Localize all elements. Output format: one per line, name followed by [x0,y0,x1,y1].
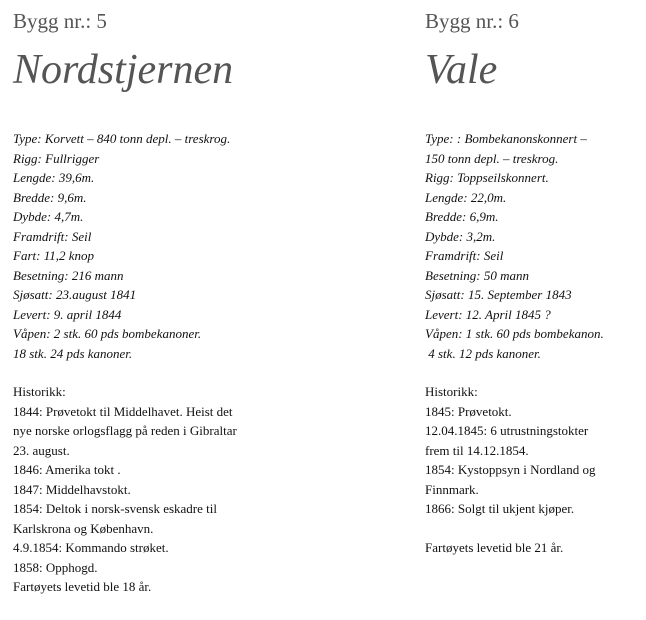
history-line: 4.9.1854: Kommando strøket. [13,540,169,555]
history-heading: Historikk: [13,384,66,399]
spec-besetning: Besetning: 50 mann [425,267,529,283]
history-line: 1846: Amerika tokt . [13,462,121,477]
spec-framdrift: Framdrift: Seil [13,228,92,244]
spec-type: Type: Korvett – 840 tonn depl. – treskrog. [13,131,231,146]
spec-rigg: Rigg: Fullrigger [13,150,100,166]
spec-dybde: Dybde: 4,7m. [13,209,84,224]
spec-lengde: Lengde: 22,0m. [425,189,507,205]
specifications [13,129,230,363]
spec-levert: Levert: 9. april 1844 [13,306,122,322]
history-line: Finnmark. [425,481,479,497]
spec-type: Type: : Bombekanonskonnert – [425,131,587,146]
history [13,382,237,597]
spec-type-cont: 150 tonn depl. – treskrog. [425,150,559,166]
history-line: 1854: Deltok i norsk-svensk eskadre til [13,501,217,516]
build-number: Bygg nr.: 6 [425,9,519,33]
spec-vapen: Våpen: 1 stk. 60 pds bombekanon. [425,326,604,341]
history-line: 12.04.1845: 6 utrustningstokter [425,423,589,438]
history-line: frem til 14.12.1854. [425,442,529,458]
spec-vapen-cont: 18 stk. 24 pds kanoner. [13,345,133,361]
history-line: nye norske orlogsflagg på reden i Gibraltar [13,423,237,438]
history-line: Karlskrona og København. [13,520,154,536]
spec-besetning: Besetning: 216 mann [13,267,124,283]
spec-framdrift: Framdrift: Seil [425,248,504,263]
history-line: 1845: Prøvetokt. [425,403,512,419]
history-line: 23. august. [13,442,70,458]
spec-rigg: Rigg: Toppseilskonnert. [425,170,549,185]
history-line: Fartøyets levetid ble 21 år. [425,540,564,555]
history-heading: Historikk: [425,384,478,399]
spec-vapen: Våpen: 2 stk. 60 pds bombekanoner. [13,326,202,341]
specifications [425,129,604,363]
history [425,382,595,558]
ship-name: Nordstjernen [13,47,234,93]
spec-bredde: Bredde: 6,9m. [425,209,499,224]
history-spacer [425,519,595,539]
history-line: Fartøyets levetid ble 18 år. [13,579,152,594]
spec-vapen-cont: 4 stk. 12 pds kanoner. [425,345,541,361]
spec-fart: Fart: 11,2 knop [13,248,94,263]
spec-sjosatt: Sjøsatt: 15. September 1843 [425,287,572,302]
ship-name: Vale [425,47,498,93]
history-line: 1858: Opphogd. [13,559,98,575]
history-line: 1847: Middelhavstokt. [13,481,131,497]
spec-sjosatt: Sjøsatt: 23.august 1841 [13,287,137,302]
history-line: 1866: Solgt til ukjent kjøper. [425,501,575,516]
history-line: 1854: Kystoppsyn i Nordland og [425,462,596,477]
build-number: Bygg nr.: 5 [13,9,107,33]
history-line: 1844: Prøvetokt til Middelhavet. Heist det [13,403,233,419]
spec-lengde: Lengde: 39,6m. [13,170,95,185]
spec-bredde: Bredde: 9,6m. [13,189,87,205]
spec-dybde: Dybde: 3,2m. [425,228,496,244]
spec-levert: Levert: 12. April 1845 ? [425,306,551,322]
